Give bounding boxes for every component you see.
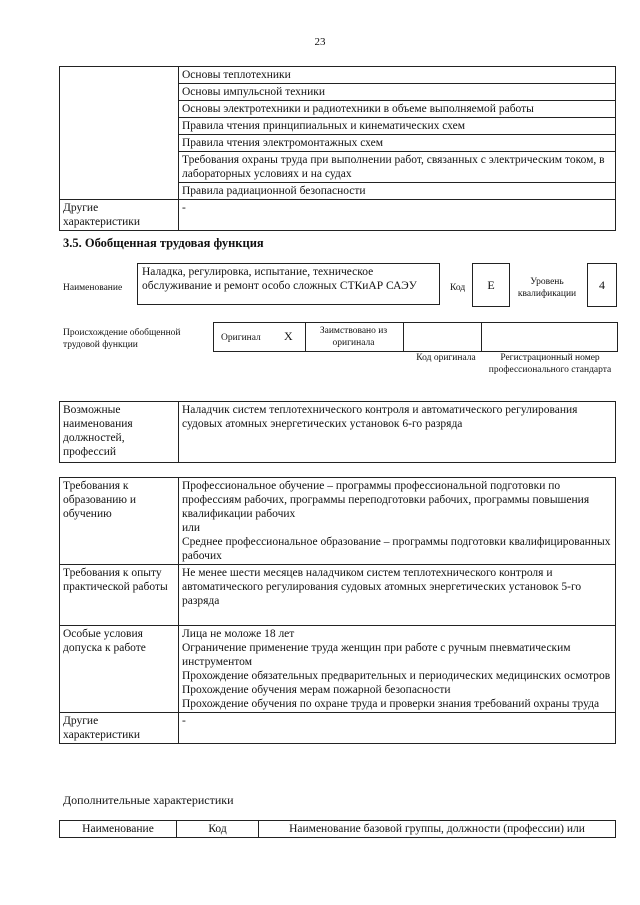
section-title: 3.5. Обобщенная трудовая функция (63, 236, 264, 250)
positions-label: Возможные наименования должностей, профессий (60, 402, 179, 463)
code-label: Код (450, 283, 466, 293)
condition-line: Прохождение обучения по охране труда и проверки знания требований охраны труда (182, 698, 600, 710)
header-name: Наименование (60, 821, 177, 838)
other-characteristics-label: Другие характеристики (60, 713, 179, 744)
requirements-table (59, 477, 616, 744)
borrowed-label: Заимствовано из оригинала (319, 326, 388, 348)
conditions-label: Особые условия допуска к работе (60, 626, 179, 713)
code-value: E (472, 263, 510, 307)
other-characteristics-label: Другие характеристики (60, 200, 179, 231)
level-label: Уровень квалификации (517, 277, 577, 299)
experience-label: Требования к опыту практической работы (60, 565, 179, 626)
condition-line: Прохождение обучения мерам пожарной безопасности (182, 684, 451, 696)
knowledge-item: Правила чтения электромонтажных схем (179, 135, 616, 152)
name-label: Наименование (63, 283, 123, 293)
knowledge-table (59, 66, 616, 231)
condition-line: Лица не моложе 18 лет (182, 628, 295, 640)
positions-value: Наладчик систем теплотехнического контроля и автоматического регулирования судовых атомных энергетических установок 6-го разряда (179, 402, 616, 463)
knowledge-item: Основы электротехники и радиотехники в объеме выполняемой работы (179, 101, 616, 118)
education-line: или (182, 522, 201, 534)
origin-box (213, 322, 618, 352)
page-number: 23 (314, 36, 326, 48)
experience-value: Не менее шести месяцев наладчиком систем теплотехнического контроля и автоматического регулирования судовых атомных энергетических установок 5-го разряда (179, 565, 616, 626)
name-value: Наладка, регулировка, испытание, техническое обслуживание и ремонт особо сложных СТКиАР САЭУ (137, 263, 440, 305)
other-characteristics-value: - (179, 713, 616, 744)
conditions-value (179, 626, 616, 713)
additional-characteristics-title: Дополнительные характеристики (63, 793, 234, 807)
education-line: Среднее профессиональное образование – программы подготовки квалифицированных рабочих (182, 536, 611, 562)
origin-divider (403, 322, 404, 352)
registration-caption: Регистрационный номер профессионального стандарта (488, 353, 612, 375)
code-original-caption: Код оригинала (416, 353, 476, 363)
origin-divider (481, 322, 482, 352)
condition-line: Прохождение обязательных предварительных и периодических медицинских осмотров (182, 670, 611, 682)
knowledge-item: Основы теплотехники (179, 67, 616, 84)
original-mark: X (284, 329, 293, 343)
origin-label: Происхождение обобщенной трудовой функции (63, 328, 181, 350)
knowledge-item: Основы импульсной техники (179, 84, 616, 101)
header-base-group: Наименование базовой группы, должности (профессии) или (259, 821, 616, 838)
positions-table (59, 401, 616, 463)
knowledge-item: Правила чтения принципиальных и кинематических схем (179, 118, 616, 135)
origin-divider (305, 322, 306, 352)
education-line: Профессиональное обучение – программы профессиональной подготовки по профессиям рабочих, программы переподготовки рабочих, программы повышения квалификации рабочих (182, 480, 590, 520)
level-value: 4 (587, 263, 617, 307)
education-label: Требования к образованию и обучению (60, 478, 179, 565)
knowledge-item: Правила радиационной безопасности (179, 183, 616, 200)
additional-table (59, 820, 616, 838)
knowledge-label-cell (60, 67, 179, 200)
education-value (179, 478, 616, 565)
header-code: Код (177, 821, 259, 838)
knowledge-item: Требования охраны труда при выполнении работ, связанных с электрическим током, в лабораторных условиях и на судах (179, 152, 616, 183)
original-label: Оригинал (221, 333, 261, 343)
condition-line: Ограничение применение труда женщин при работе с ручным пневматическим инструментом (182, 642, 571, 668)
other-characteristics-value: - (179, 200, 616, 231)
